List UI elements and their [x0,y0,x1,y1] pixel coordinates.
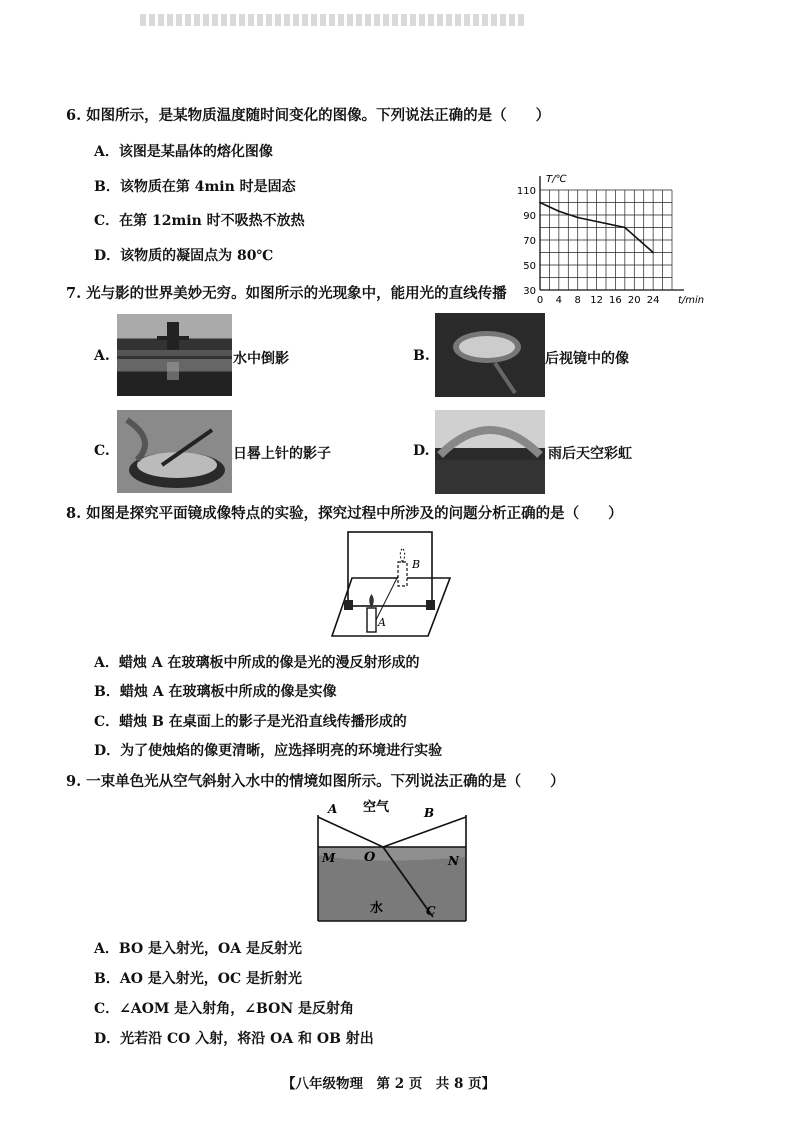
page-footer: 【八年级物理 第 2 页 共 8 页】 [282,1076,496,1092]
label-m: M [322,851,336,865]
q7-caption-c: 日晷上针的影子 [233,446,331,462]
y-axis-label: T/℃ [546,174,567,185]
scan-artifact [140,14,525,26]
sundial-photo [117,410,232,493]
data-point [624,227,626,229]
label-n: N [448,854,459,868]
data-point [558,210,560,212]
q7-letter-c: C. [94,443,110,459]
q6-option-a: A．该图是某晶体的熔化图像 [94,144,273,160]
q9-option-b: B．AO 是入射光，OC 是折射光 [94,971,302,987]
reflection-photo [117,314,232,396]
label-o: O [364,850,376,865]
q9-option-d: D．光若沿 CO 入射，将沿 OA 和 OB 射出 [94,1031,374,1047]
y-tick-label: 50 [523,261,536,272]
label-c: C [426,904,436,918]
q9-option-a: A．BO 是入射光，OA 是反射光 [94,941,302,957]
data-point [577,217,579,219]
rainbow-photo [435,410,545,494]
q8-option-a: A．蜡烛 A 在玻璃板中所成的像是光的漫反射形成的 [94,655,420,671]
q7-caption-b: 后视镜中的像 [545,351,629,367]
refraction-diagram [308,795,473,925]
q6-option-d: D．该物质的凝固点为 80℃ [94,248,274,264]
x-tick-label: 4 [555,295,563,306]
label-air: 空气 [363,800,390,815]
q7-caption-d: 雨后天空彩虹 [548,446,632,462]
q7-stem: 7. 光与影的世界美妙无穷。如图所示的光现象中，能用光的直线传播 [66,285,507,302]
y-tick-label: 30 [523,286,536,297]
y-tick-label: 90 [523,211,536,222]
q6-stem: 6. 如图所示，是某物质温度随时间变化的图像。下列说法正确的是（ ） [66,107,551,124]
q6-option-c: C．在第 12min 时不吸热不放热 [94,213,305,229]
x-tick-label: 20 [627,295,641,306]
q6-option-b: B．该物质在第 4min 时是固态 [94,179,296,195]
label-a: A [328,802,338,816]
x-tick-label: 0 [536,295,544,306]
x-axis-label: t/min [678,295,705,306]
q8-option-c: C．蜡烛 B 在桌面上的影子是光沿直线传播形成的 [94,714,407,730]
q7-letter-a: A. [94,348,110,364]
q7-caption-a: 水中倒影 [233,351,289,367]
x-tick-label: 16 [609,295,622,306]
label-a: A [378,616,386,629]
q9-stem: 9. 一束单色光从空气斜射入水中的情境如图所示。下列说法正确的是（ ） [66,773,565,790]
x-tick-label: 12 [590,295,603,306]
q7-letter-d: D. [413,443,430,459]
temperature-time-chart [506,168,721,314]
y-tick-label: 110 [516,186,536,197]
q7-letter-b: B. [413,348,430,364]
y-tick-label: 70 [523,236,536,247]
q8-option-d: D．为了使烛焰的像更清晰，应选择明亮的环境进行实验 [94,743,443,759]
plane-mirror-diagram [330,528,455,640]
x-tick-label: 8 [574,295,581,306]
q9-option-c: C．∠AOM 是入射角，∠BON 是反射角 [94,1001,354,1017]
q8-option-b: B．蜡烛 A 在玻璃板中所成的像是实像 [94,684,337,700]
data-point [652,252,654,254]
label-b: B [412,558,421,571]
label-water: 水 [370,901,384,916]
data-point [539,202,541,204]
rearview-mirror-photo [435,313,545,397]
label-b: B [424,806,435,820]
q8-stem: 8. 如图是探究平面镜成像特点的实验，探究过程中所涉及的问题分析正确的是（ ） [66,505,623,522]
x-tick-label: 24 [646,295,660,306]
